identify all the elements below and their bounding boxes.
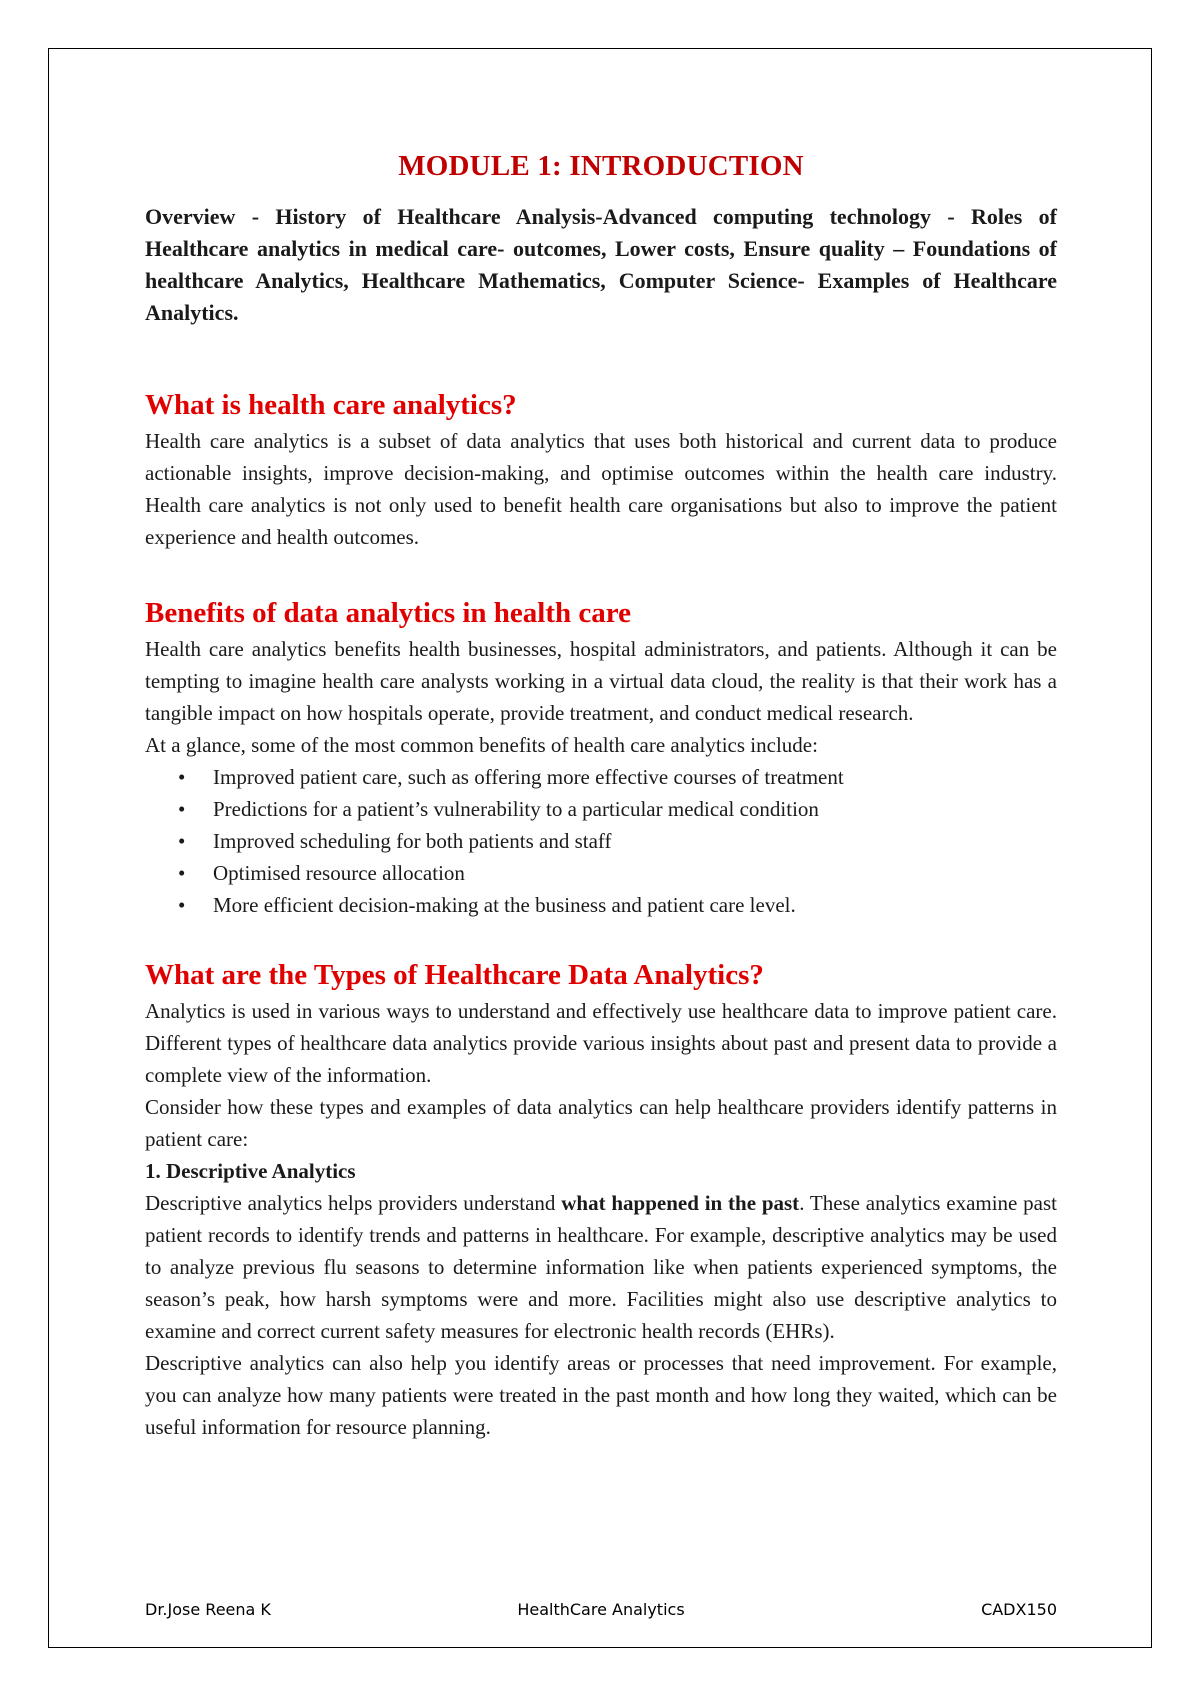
descriptive-text-start: Descriptive analytics helps providers understand — [145, 1191, 562, 1215]
descriptive-analytics-paragraph — [145, 1187, 1057, 1347]
bullet-icon: • — [178, 861, 186, 885]
descriptive-text-end: . These analytics examine past patient records to identify trends and patterns in healthcare. For example, descriptive analytics may be used to analyze previous flu seasons to determine information like when patients experienced symptoms, the season’s peak, how harsh symptoms were and more. Facilities might also use descriptive analytics to examine and correct current safety measures for electronic health records (EHRs). — [145, 1191, 1058, 1343]
benefits-paragraph-1: Health care analytics benefits health businesses, hospital administrators, and patients. Although it can be tempting to imagine health care analysts working in a virtual data cloud, the reality is that their work has a tangible impact on how hospitals operate, provide treatment, and conduct medical research. — [145, 637, 1057, 725]
benefits-list — [145, 761, 1057, 921]
list-item — [178, 825, 1057, 857]
list-item — [178, 857, 1057, 889]
list-item-text: Improved patient care, such as offering more effective courses of treatment — [213, 765, 844, 789]
section-what-is-paragraph: Health care analytics is a subset of data analytics that uses both historical and current data to produce actionable insights, improve decision-making, and optimise outcomes within the health care industry. Health care analytics is not only used to benefit health care organisations but also to improve the patient experience and health outcomes. — [145, 429, 1057, 549]
bullet-icon: • — [178, 765, 186, 789]
section-heading-what-is: What is health care analytics? — [145, 389, 517, 421]
list-item-text: Optimised resource allocation — [213, 861, 465, 885]
bullet-icon: • — [178, 797, 186, 821]
section-heading-types: What are the Types of Healthcare Data Analytics? — [145, 959, 764, 991]
bullet-icon: • — [178, 829, 186, 853]
list-item — [178, 793, 1057, 825]
module-title: MODULE 1: INTRODUCTION — [398, 150, 804, 182]
footer-course-code: CADX150 — [981, 1600, 1057, 1619]
section-heading-benefits: Benefits of data analytics in health care — [145, 597, 631, 629]
descriptive-analytics-paragraph-2: Descriptive analytics can also help you identify areas or processes that need improvement. For example, you can analyze how many patients were treated in the past month and how long they waited, which can be useful information for resource planning. — [145, 1351, 1057, 1439]
types-paragraph-1: Analytics is used in various ways to understand and effectively use healthcare data to improve patient care. Different types of healthcare data analytics provide various insights about past and present data to provide a complete view of the information. — [145, 999, 1057, 1087]
list-item — [178, 761, 1057, 793]
document-body — [145, 140, 1057, 1443]
descriptive-emphasis: what happened in the past — [561, 1191, 800, 1215]
footer-author: Dr.Jose Reena K — [145, 1600, 271, 1619]
descriptive-analytics-subheading: 1. Descriptive Analytics — [145, 1159, 356, 1183]
list-item-text: More efficient decision-making at the business and patient care level. — [213, 893, 796, 917]
benefits-paragraph-2: At a glance, some of the most common benefits of health care analytics include: — [145, 733, 818, 757]
list-item-text: Improved scheduling for both patients and staff — [213, 829, 612, 853]
footer-course-title: HealthCare Analytics — [517, 1600, 685, 1619]
list-item-text: Predictions for a patient’s vulnerability to a particular medical condition — [213, 797, 819, 821]
list-item — [178, 889, 1057, 921]
bullet-icon: • — [178, 893, 186, 917]
types-paragraph-2: Consider how these types and examples of data analytics can help healthcare providers identify patterns in patient care: — [145, 1095, 1057, 1151]
overview-paragraph: Overview - History of Healthcare Analysis-Advanced computing technology - Roles of Healthcare analytics in medical care- outcomes, Lower costs, Ensure quality – Foundations of healthcare Analytics, Healthcare Mathematics, Computer Science- Examples of Healthcare Analytics. — [145, 204, 1057, 325]
